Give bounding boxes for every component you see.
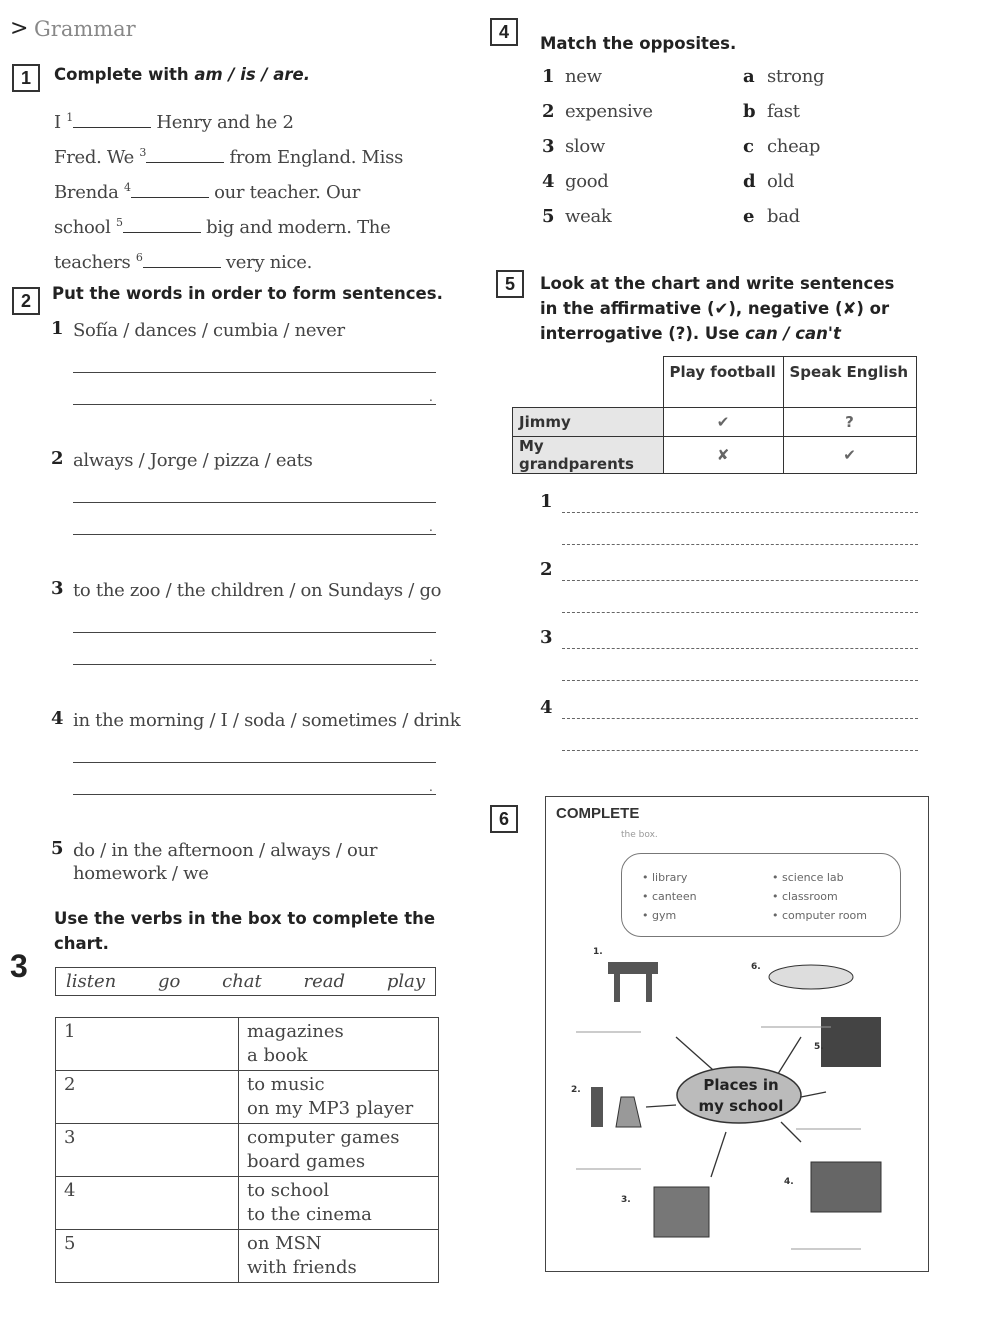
item-number: 1: [51, 318, 64, 339]
exercise-1-instruction: [54, 65, 310, 84]
row-name: Jimmy: [513, 408, 664, 437]
text-line: [54, 173, 403, 208]
row-phrases: [239, 1230, 439, 1283]
text-line: [54, 103, 403, 138]
place-label: 1.: [593, 947, 603, 957]
exercise-number: 2: [12, 287, 40, 315]
phrase: computer games: [247, 1127, 400, 1148]
item-number: 5: [51, 838, 64, 859]
arrow-icon: >: [10, 16, 29, 41]
item-letter: d: [743, 171, 756, 192]
answer-number: 4: [540, 697, 553, 718]
ability-mark: ✔: [783, 437, 916, 474]
row-name: My grandparents: [513, 437, 664, 474]
row-number: 1: [56, 1018, 239, 1071]
answer-line[interactable]: [562, 580, 918, 581]
blank-number: 5: [115, 216, 123, 229]
test-tube-icon: [591, 1087, 603, 1127]
row-number: 5: [56, 1230, 239, 1283]
text-segment: teachers: [54, 252, 136, 273]
text-segment: big and modern. The: [200, 217, 391, 238]
ability-mark: ?: [783, 408, 916, 437]
table-row: [513, 437, 917, 474]
item-words: to the zoo / the children / on Sundays / go: [73, 580, 442, 601]
verb-chart: [55, 1017, 439, 1283]
item-number: 5: [542, 206, 555, 227]
verb: go: [158, 971, 181, 992]
item-number: 4: [542, 171, 555, 192]
center-line: my school: [698, 1097, 784, 1115]
answer-number: 1: [540, 491, 553, 512]
instruction-line: chart.: [54, 934, 109, 953]
verb: play: [386, 971, 425, 992]
text-segment: I: [54, 112, 67, 133]
answer-line[interactable]: [73, 762, 436, 763]
period: .: [429, 650, 433, 664]
row-phrases: [239, 1177, 439, 1230]
answer-line[interactable]: [562, 544, 918, 545]
image-title: COMPLETE: [556, 805, 640, 822]
item-word: cheap: [767, 136, 821, 157]
exercise-4-instruction: Match the opposites.: [540, 34, 737, 53]
table-row: [56, 1230, 439, 1283]
instruction-emphasis: am / is / are.: [194, 65, 310, 84]
answer-line[interactable]: [562, 718, 918, 719]
blank-number: 1: [66, 111, 73, 124]
exercise-2-instruction: Put the words in order to form sentences.: [52, 284, 443, 303]
box-word: • canteen: [642, 890, 697, 903]
answer-line[interactable]: [73, 502, 436, 503]
item-words: Sofía / dances / cumbia / never: [73, 320, 345, 341]
center-label: [686, 1075, 796, 1117]
row-number: 3: [56, 1124, 239, 1177]
period: .: [429, 780, 433, 794]
text-line: [54, 138, 403, 173]
text-segment: 2: [282, 112, 294, 133]
blackboard-icon: [811, 1162, 881, 1212]
item-words: do / in the afternoon / always / our: [73, 840, 378, 861]
box-word: • gym: [642, 909, 677, 922]
exercise-5-instruction: [540, 271, 894, 346]
instruction-text: Complete with: [54, 65, 195, 84]
answer-line[interactable]: [562, 512, 918, 513]
text-segment: Henry and he: [150, 112, 283, 133]
phrase: a book: [247, 1045, 308, 1066]
answer-line[interactable]: [562, 612, 918, 613]
answer-line[interactable]: [562, 680, 918, 681]
row-number: 4: [56, 1177, 239, 1230]
table-row: [56, 1177, 439, 1230]
phrase: to the cinema: [247, 1204, 372, 1225]
answer-number: 3: [540, 627, 553, 648]
phrase: on my MP3 player: [247, 1098, 414, 1119]
item-words: always / Jorge / pizza / eats: [73, 450, 313, 471]
text-line: [54, 243, 403, 278]
phrase: to music: [247, 1074, 325, 1095]
row-phrases: [239, 1124, 439, 1177]
place-label: 4.: [784, 1177, 794, 1187]
column-header: Play football: [663, 357, 783, 408]
answer-blank[interactable]: [146, 162, 224, 163]
verb: read: [303, 971, 346, 992]
instruction-line: Use the verbs in the box to complete the: [54, 909, 436, 928]
plate-icon: [769, 965, 853, 989]
image-subtitle: the box.: [621, 830, 658, 840]
item-letter: c: [743, 136, 754, 157]
box-word: • science lab: [772, 871, 844, 884]
item-word: slow: [565, 136, 606, 157]
item-words: in the morning / I / soda / sometimes / drink: [73, 710, 461, 731]
box-word: • classroom: [772, 890, 838, 903]
item-words: homework / we: [73, 863, 209, 884]
phrase: with friends: [247, 1257, 357, 1278]
verb: chat: [222, 971, 262, 992]
item-word: bad: [767, 206, 800, 227]
place-label: 3.: [621, 1195, 631, 1205]
answer-blank[interactable]: [123, 232, 201, 233]
answer-line[interactable]: [73, 534, 436, 535]
item-word: strong: [767, 66, 825, 87]
answer-line[interactable]: [562, 648, 918, 649]
blank-number: 3: [139, 146, 147, 159]
table-row: [56, 1018, 439, 1071]
exercise-number: 4: [490, 18, 518, 46]
section-title: Grammar: [34, 17, 136, 41]
ability-chart: [512, 356, 917, 474]
answer-line[interactable]: [73, 664, 436, 665]
instruction-line: Look at the chart and write sentences: [540, 274, 895, 293]
phrase: magazines: [247, 1021, 344, 1042]
text-segment: Fred. We: [54, 147, 140, 168]
verb-box: [55, 967, 436, 996]
answer-blank[interactable]: [143, 267, 221, 268]
exercise-number: 1: [12, 64, 40, 92]
answer-line[interactable]: [73, 794, 436, 795]
place-label: 6.: [751, 962, 761, 972]
box-word: • computer room: [772, 909, 867, 922]
ability-mark: ✘: [663, 437, 783, 474]
row-number: 2: [56, 1071, 239, 1124]
phrase: to school: [247, 1180, 330, 1201]
item-letter: b: [743, 101, 756, 122]
item-letter: e: [743, 206, 755, 227]
item-word: good: [565, 171, 609, 192]
computer-icon: [654, 1187, 709, 1237]
instruction-line: in the affirmative (✔), negative (✘) or: [540, 299, 890, 318]
instruction-line: interrogative (?). Use: [540, 324, 746, 343]
item-word: fast: [767, 101, 800, 122]
text-segment: our teacher. Our: [208, 182, 361, 203]
center-line: Places in: [703, 1076, 779, 1094]
places-exercise-image: [545, 796, 929, 1272]
period: .: [429, 520, 433, 534]
box-word: • library: [642, 871, 688, 884]
item-number: 2: [542, 101, 555, 122]
instruction-emphasis: can / can't: [745, 324, 841, 343]
item-word: expensive: [565, 101, 653, 122]
phrase: board games: [247, 1151, 366, 1172]
answer-line[interactable]: [562, 750, 918, 751]
row-phrases: [239, 1071, 439, 1124]
row-phrases: [239, 1018, 439, 1071]
place-label: 5.: [814, 1042, 824, 1052]
table-row: [56, 1071, 439, 1124]
exercise-number: 5: [496, 270, 524, 298]
item-number: 2: [51, 448, 64, 469]
item-word: weak: [565, 206, 612, 227]
answer-line[interactable]: [73, 404, 436, 405]
answer-line[interactable]: [73, 632, 436, 633]
phrase: on MSN: [247, 1233, 322, 1254]
item-letter: a: [743, 66, 755, 87]
exercise-3-instruction: [54, 906, 435, 956]
exercise-number: 3: [10, 948, 28, 984]
item-number: 1: [542, 66, 555, 87]
blank-number: 6: [135, 251, 143, 264]
item-number: 3: [542, 136, 555, 157]
text-segment: school: [54, 217, 116, 238]
answer-number: 2: [540, 559, 553, 580]
item-word: old: [767, 171, 795, 192]
item-number: 3: [51, 578, 64, 599]
text-segment: Brenda: [54, 182, 124, 203]
verb: listen: [66, 971, 117, 992]
blank-number: 4: [123, 181, 131, 194]
answer-line[interactable]: [73, 372, 436, 373]
period: .: [429, 390, 433, 404]
ability-mark: ✔: [663, 408, 783, 437]
books-icon: [821, 1017, 881, 1067]
exercise-1-text: [54, 103, 403, 278]
vaulting-horse-icon: [608, 962, 658, 974]
place-label: 2.: [571, 1085, 581, 1095]
word-box: [621, 853, 901, 937]
text-segment: very nice.: [220, 252, 313, 273]
item-word: new: [565, 66, 602, 87]
answer-blank[interactable]: [131, 197, 209, 198]
table-row: [56, 1124, 439, 1177]
exercise-number: 6: [490, 805, 518, 833]
answer-blank[interactable]: [73, 127, 151, 128]
table-row: [513, 408, 917, 437]
text-segment: from England. Miss: [224, 147, 404, 168]
item-number: 4: [51, 708, 64, 729]
column-header: Speak English: [783, 357, 916, 408]
text-line: [54, 208, 403, 243]
